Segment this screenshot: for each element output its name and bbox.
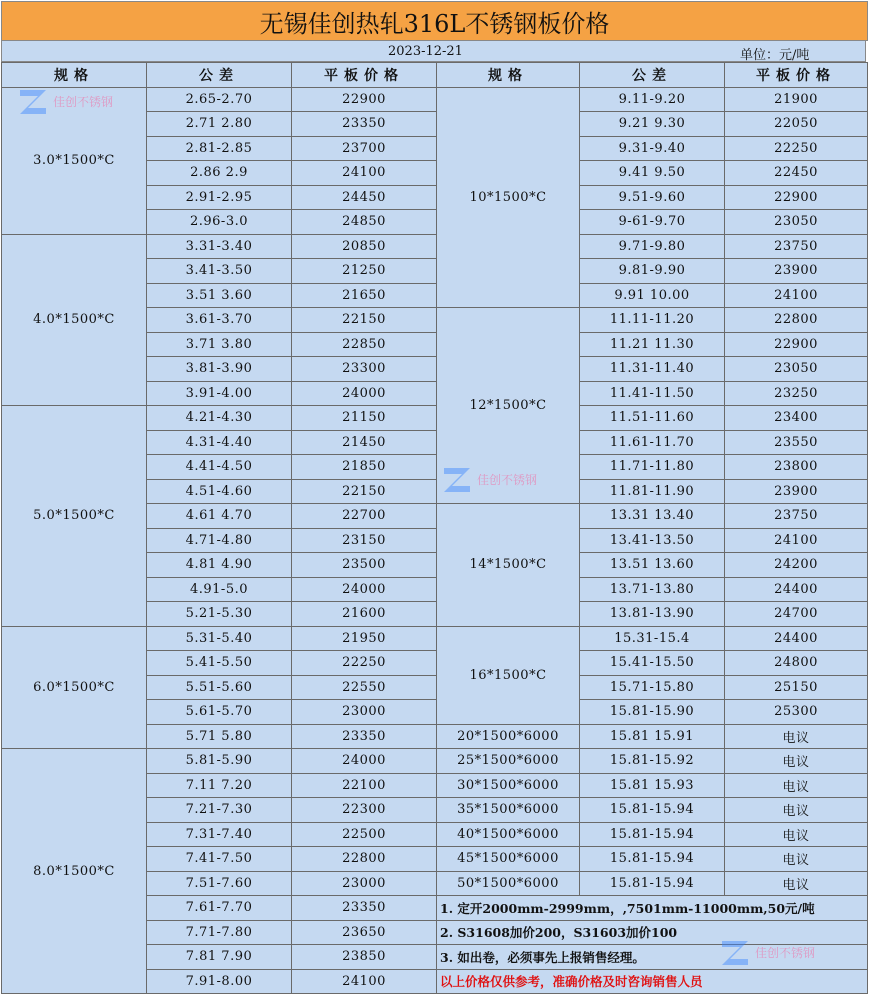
spec-cell: 50*1500*6000 — [437, 871, 580, 896]
price-cell: 24000 — [292, 381, 437, 406]
tolerance-cell: 9.41 9.50 — [580, 161, 725, 186]
price-cell: 22700 — [292, 504, 437, 529]
price-cell: 23800 — [725, 455, 868, 480]
tolerance-cell: 4.61 4.70 — [147, 504, 292, 529]
tolerance-cell: 7.91-8.00 — [147, 969, 292, 994]
tolerance-cell: 13.31 13.40 — [580, 504, 725, 529]
note-line: 1. 定开2000mm-2999mm，,7501mm-11000mm,50元/吨 — [437, 896, 868, 921]
tolerance-cell: 3.61-3.70 — [147, 308, 292, 333]
tolerance-cell: 15.81 15.93 — [580, 773, 725, 798]
tolerance-cell: 9.91 10.00 — [580, 283, 725, 308]
price-cell: 22900 — [725, 185, 868, 210]
tolerance-cell: 3.81-3.90 — [147, 357, 292, 382]
tolerance-cell: 11.11-11.20 — [580, 308, 725, 333]
tolerance-cell: 15.81-15.94 — [580, 871, 725, 896]
price-cell: 24700 — [725, 602, 868, 627]
price-cell: 22900 — [292, 87, 437, 112]
tolerance-cell: 15.41-15.50 — [580, 651, 725, 676]
tolerance-cell: 5.71 5.80 — [147, 724, 292, 749]
tolerance-cell: 13.41-13.50 — [580, 528, 725, 553]
table-row — [2, 749, 868, 774]
sheet-title: 无锡佳创热轧316L不锈钢板价格 — [1, 1, 868, 41]
tolerance-cell: 4.21-4.30 — [147, 406, 292, 431]
tolerance-cell: 9.81-9.90 — [580, 259, 725, 284]
price-cell: 23000 — [292, 700, 437, 725]
price-cell: 23400 — [725, 406, 868, 431]
price-cell: 24800 — [725, 651, 868, 676]
tolerance-cell: 5.81-5.90 — [147, 749, 292, 774]
price-cell: 23550 — [725, 430, 868, 455]
tolerance-cell: 13.81-13.90 — [580, 602, 725, 627]
price-cell: 21600 — [292, 602, 437, 627]
spec-cell: 45*1500*6000 — [437, 847, 580, 872]
tolerance-cell: 11.51-11.60 — [580, 406, 725, 431]
table-row — [2, 234, 868, 259]
price-cell: 22250 — [292, 651, 437, 676]
tolerance-cell: 15.71-15.80 — [580, 675, 725, 700]
tolerance-cell: 5.31-5.40 — [147, 626, 292, 651]
price-cell: 电议 — [725, 822, 868, 847]
table-row — [2, 626, 868, 651]
tolerance-cell: 15.31-15.4 — [580, 626, 725, 651]
spec-cell: 8.0*1500*C — [2, 749, 147, 994]
disclaimer-note: 以上价格仅供参考，准确价格及时咨询销售人员 — [437, 969, 868, 994]
tolerance-cell: 7.21-7.30 — [147, 798, 292, 823]
header-price: 平板价格 — [725, 63, 868, 88]
price-cell: 23850 — [292, 945, 437, 970]
price-cell: 23250 — [725, 381, 868, 406]
price-cell: 电议 — [725, 798, 868, 823]
price-cell: 电议 — [725, 773, 868, 798]
tolerance-cell: 4.91-5.0 — [147, 577, 292, 602]
price-cell: 24100 — [292, 161, 437, 186]
tolerance-cell: 11.81-11.90 — [580, 479, 725, 504]
watermark-text: 佳创不锈钢 — [477, 472, 538, 487]
tolerance-cell: 2.65-2.70 — [147, 87, 292, 112]
tolerance-cell: 3.41-3.50 — [147, 259, 292, 284]
tolerance-cell: 5.21-5.30 — [147, 602, 292, 627]
price-cell: 24000 — [292, 749, 437, 774]
tolerance-cell: 15.81-15.94 — [580, 798, 725, 823]
price-cell: 24100 — [292, 969, 437, 994]
price-cell: 20850 — [292, 234, 437, 259]
tolerance-cell: 13.51 13.60 — [580, 553, 725, 578]
tolerance-cell: 4.31-4.40 — [147, 430, 292, 455]
price-cell: 24100 — [725, 528, 868, 553]
tolerance-cell: 11.71-11.80 — [580, 455, 725, 480]
tolerance-cell: 3.31-3.40 — [147, 234, 292, 259]
tolerance-cell: 5.61-5.70 — [147, 700, 292, 725]
header-tolerance: 公差 — [580, 63, 725, 88]
tolerance-cell: 2.71 2.80 — [147, 112, 292, 137]
price-cell: 22050 — [725, 112, 868, 137]
tolerance-cell: 5.41-5.50 — [147, 651, 292, 676]
price-cell: 22150 — [292, 479, 437, 504]
price-cell: 21850 — [292, 455, 437, 480]
price-cell: 23300 — [292, 357, 437, 382]
price-cell: 23900 — [725, 479, 868, 504]
tolerance-cell: 11.61-11.70 — [580, 430, 725, 455]
tolerance-cell: 4.41-4.50 — [147, 455, 292, 480]
price-cell: 21450 — [292, 430, 437, 455]
header-row — [2, 63, 868, 88]
price-cell: 24850 — [292, 210, 437, 235]
price-cell: 23650 — [292, 920, 437, 945]
tolerance-cell: 15.81-15.94 — [580, 822, 725, 847]
tolerance-cell: 7.11 7.20 — [147, 773, 292, 798]
tolerance-cell: 9.21 9.30 — [580, 112, 725, 137]
tolerance-cell: 15.81 15.91 — [580, 724, 725, 749]
tolerance-cell: 2.81-2.85 — [147, 136, 292, 161]
tolerance-cell: 11.41-11.50 — [580, 381, 725, 406]
price-cell: 25300 — [725, 700, 868, 725]
header-tolerance: 公差 — [147, 63, 292, 88]
tolerance-cell: 7.41-7.50 — [147, 847, 292, 872]
price-cell: 23750 — [725, 504, 868, 529]
price-cell: 电议 — [725, 871, 868, 896]
price-cell: 23000 — [292, 871, 437, 896]
spec-cell: 25*1500*6000 — [437, 749, 580, 774]
spec-cell: 5.0*1500*C — [2, 406, 147, 627]
tolerance-cell: 7.71-7.80 — [147, 920, 292, 945]
price-unit: 单位：元/吨 — [740, 48, 810, 63]
price-cell: 24200 — [725, 553, 868, 578]
price-cell: 23050 — [725, 357, 868, 382]
spec-cell: 40*1500*6000 — [437, 822, 580, 847]
tolerance-cell: 2.91-2.95 — [147, 185, 292, 210]
price-cell: 24000 — [292, 577, 437, 602]
tolerance-cell: 4.71-4.80 — [147, 528, 292, 553]
spec-cell: 14*1500*C — [437, 504, 580, 627]
spec-cell: 3.0*1500*C — [2, 87, 147, 234]
watermark-text: 佳创不锈钢 — [755, 945, 816, 960]
spec-cell: 6.0*1500*C — [2, 626, 147, 749]
price-cell: 24400 — [725, 577, 868, 602]
sheet-date: 2023-12-21 — [388, 44, 463, 59]
tolerance-cell: 5.51-5.60 — [147, 675, 292, 700]
price-cell: 21250 — [292, 259, 437, 284]
price-cell: 23900 — [725, 259, 868, 284]
price-cell: 22250 — [725, 136, 868, 161]
spec-cell: 10*1500*C — [437, 87, 580, 308]
tolerance-cell: 15.81-15.90 — [580, 700, 725, 725]
price-cell: 25150 — [725, 675, 868, 700]
price-cell: 22900 — [725, 332, 868, 357]
price-cell: 21950 — [292, 626, 437, 651]
price-cell: 22850 — [292, 332, 437, 357]
price-cell: 22450 — [725, 161, 868, 186]
spec-cell: 4.0*1500*C — [2, 234, 147, 406]
price-cell: 23050 — [725, 210, 868, 235]
price-cell: 22800 — [725, 308, 868, 333]
price-cell: 电议 — [725, 724, 868, 749]
tolerance-cell: 2.96-3.0 — [147, 210, 292, 235]
price-cell: 22800 — [292, 847, 437, 872]
price-cell: 21650 — [292, 283, 437, 308]
price-cell: 电议 — [725, 847, 868, 872]
tolerance-cell: 13.71-13.80 — [580, 577, 725, 602]
price-cell: 23750 — [725, 234, 868, 259]
tolerance-cell: 4.51-4.60 — [147, 479, 292, 504]
price-cell: 23350 — [292, 896, 437, 921]
price-cell: 24100 — [725, 283, 868, 308]
date-unit-row — [1, 40, 866, 62]
price-cell: 23700 — [292, 136, 437, 161]
spec-cell: 16*1500*C — [437, 626, 580, 724]
price-cell: 21150 — [292, 406, 437, 431]
tolerance-cell: 9-61-9.70 — [580, 210, 725, 235]
spec-cell: 30*1500*6000 — [437, 773, 580, 798]
tolerance-cell: 3.71 3.80 — [147, 332, 292, 357]
table-row — [2, 406, 868, 431]
price-cell: 24450 — [292, 185, 437, 210]
note-line: 2. S31608加价200，S31603加价100 — [437, 920, 868, 945]
tolerance-cell: 9.51-9.60 — [580, 185, 725, 210]
tolerance-cell: 4.81 4.90 — [147, 553, 292, 578]
price-cell: 23500 — [292, 553, 437, 578]
spec-cell: 12*1500*C — [437, 308, 580, 504]
tolerance-cell: 15.81-15.92 — [580, 749, 725, 774]
tolerance-cell: 7.81 7.90 — [147, 945, 292, 970]
price-cell: 22300 — [292, 798, 437, 823]
header-spec: 规格 — [437, 63, 580, 88]
tolerance-cell: 3.51 3.60 — [147, 283, 292, 308]
watermark-text: 佳创不锈钢 — [53, 94, 114, 109]
price-cell: 22150 — [292, 308, 437, 333]
note-line: 3. 如出卷，必须事先上报销售经理。 — [437, 945, 868, 970]
tolerance-cell: 9.31-9.40 — [580, 136, 725, 161]
price-cell: 21900 — [725, 87, 868, 112]
tolerance-cell: 2.86 2.9 — [147, 161, 292, 186]
tolerance-cell: 9.11-9.20 — [580, 87, 725, 112]
price-cell: 22100 — [292, 773, 437, 798]
price-table — [1, 62, 868, 994]
header-spec: 规格 — [2, 63, 147, 88]
tolerance-cell: 11.21 11.30 — [580, 332, 725, 357]
price-cell: 22550 — [292, 675, 437, 700]
tolerance-cell: 7.31-7.40 — [147, 822, 292, 847]
spec-cell: 20*1500*6000 — [437, 724, 580, 749]
spec-cell: 35*1500*6000 — [437, 798, 580, 823]
tolerance-cell: 7.51-7.60 — [147, 871, 292, 896]
price-cell: 23350 — [292, 112, 437, 137]
price-cell: 电议 — [725, 749, 868, 774]
header-price: 平板价格 — [292, 63, 437, 88]
price-cell: 23350 — [292, 724, 437, 749]
tolerance-cell: 9.71-9.80 — [580, 234, 725, 259]
tolerance-cell: 7.61-7.70 — [147, 896, 292, 921]
table-row — [2, 87, 868, 112]
tolerance-cell: 11.31-11.40 — [580, 357, 725, 382]
price-cell: 23150 — [292, 528, 437, 553]
price-cell: 24400 — [725, 626, 868, 651]
tolerance-cell: 15.81-15.94 — [580, 847, 725, 872]
tolerance-cell: 3.91-4.00 — [147, 381, 292, 406]
price-cell: 22500 — [292, 822, 437, 847]
